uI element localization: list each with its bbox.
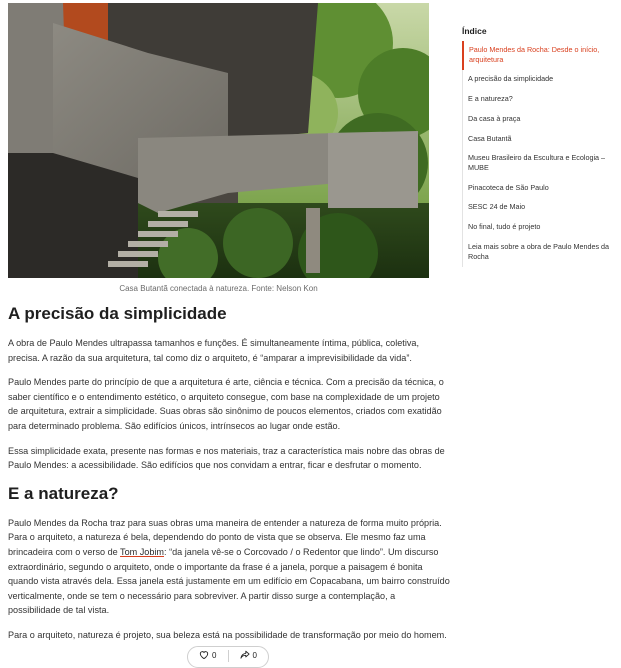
like-count: 0 — [212, 651, 217, 660]
paragraph: Essa simplicidade exata, presente nas formas e nos materiais, traz a característica mais nobre das obras de Paulo Mendes: a acessibilidade. São edifícios que nos convidam a entrar, ficar e desfrutar o momento. — [8, 445, 445, 471]
paragraph-text: Paulo Mendes da Rocha traz para suas obras uma maneira de entender a natureza de forma muito própria. Para o arquiteto, a natureza é bela, dependendo do ponto de vista que se observa. Ele mesmo faz uma brincadeira com o verso de — [8, 517, 442, 557]
tom-jobim-link[interactable]: Tom Jobim — [120, 546, 165, 557]
toc-item-natureza[interactable]: E a natureza? — [468, 94, 513, 104]
toc-list — [462, 41, 612, 267]
section-heading-natureza: E a natureza? — [8, 483, 119, 503]
section-heading-precisao: A precisão da simplicidade — [8, 304, 227, 323]
toc-item-leia-mais[interactable]: Leia mais sobre a obra de Paulo Mendes da Rocha — [468, 241, 610, 261]
paragraph-text: : “da janela vê-se o Corcovado / o Redentor que lindo”. Um discurso extraordinário, segundo o arquiteto, onde o importante da frase é a janela, porque a paisagem é bonita quando vista através dela. Essa janela está justamente em um edifício em Copacabana, um bairro construído verticalmente, onde se tem o necessário para sobreviver. A partir disso surge a contemplação, a possibilidade de tal vista. — [8, 546, 450, 616]
toc-item-desde-o-inicio[interactable]: Paulo Mendes da Rocha: Desde o início, arquitetura — [462, 41, 612, 70]
photo-caption: Casa Butantã conectada à natureza. Fonte: Nelson Kon — [119, 284, 318, 293]
share-button[interactable] — [229, 650, 269, 661]
toc-item-precisao[interactable]: A precisão da simplicidade — [468, 74, 554, 84]
paragraph — [8, 516, 450, 618]
toc-item-casa-praca[interactable]: Da casa à praça — [468, 113, 521, 123]
share-icon — [240, 650, 250, 661]
paragraph: A obra de Paulo Mendes ultrapassa tamanhos e funções. É simultaneamente íntima, pública, coletiva, precisa. A razão da sua arquitetura, tal como diz o arquiteto, é “amparar a imprevisibilidade da vida”. — [8, 338, 419, 363]
toc-item-sesc[interactable]: SESC 24 de Maio — [468, 202, 526, 212]
paragraph: Para o arquiteto, natureza é projeto, sua beleza está na possibilidade de transformação por meio do homem. — [8, 629, 447, 640]
toc-item-pinacoteca[interactable]: Pinacoteca de São Paulo — [468, 182, 549, 192]
toc-title: Índice — [462, 26, 487, 36]
toc-item-mube[interactable]: Museu Brasileiro da Escultura e Ecologia – MUBE — [468, 153, 606, 173]
table-of-contents — [462, 26, 612, 267]
like-button[interactable] — [188, 650, 228, 661]
paragraph: Paulo Mendes parte do princípio de que a arquitetura é arte, ciência e técnica. Com a precisão da técnica, o saber científico e o entendimento estético, o arquiteto consegue, com base na complexidade de um projeto de arquitetura, extrair a simplicidade. Suas obras são sinônimo de poucos elementos, criados com exatidão para determinado problema. São edifícios únicos, intrínsecos ao lugar onde estão. — [8, 377, 444, 431]
reactions-bar — [187, 646, 269, 668]
toc-item-final[interactable]: No final, tudo é projeto — [468, 222, 541, 232]
hero-photo — [8, 3, 429, 278]
heart-icon — [199, 650, 209, 661]
article-body — [8, 303, 450, 652]
toc-item-casa-butanta[interactable]: Casa Butantã — [468, 133, 512, 143]
share-count: 0 — [252, 651, 257, 660]
